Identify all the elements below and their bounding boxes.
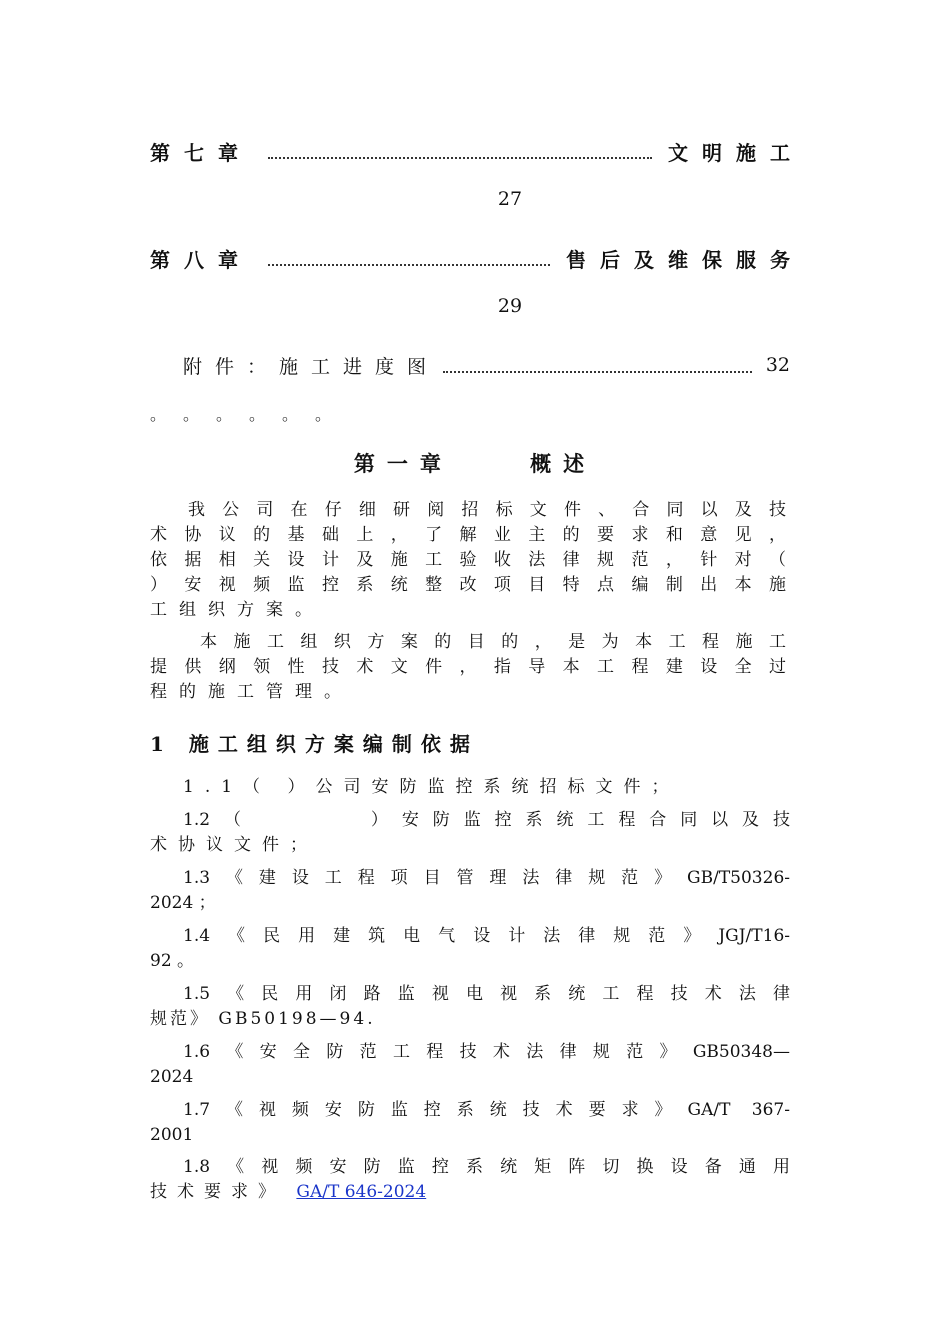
reference-line: 92 。: [150, 951, 195, 971]
reference-line: 2024 ；: [150, 893, 216, 913]
purpose-paragraph: [150, 630, 790, 705]
standard-link[interactable]: GA/T 646-2024: [296, 1182, 427, 1202]
reference-line: [150, 1180, 790, 1205]
toc-entry-attachment[interactable]: [183, 350, 790, 380]
toc-chapter-title: 售后及维保服务: [566, 247, 804, 272]
circle-mark: 。: [183, 405, 200, 424]
reference-item: [150, 982, 790, 1032]
reference-item: [150, 775, 790, 800]
reference-line: 规范》 GB50198—94.: [150, 1009, 376, 1029]
toc-page-number: 29: [497, 295, 523, 317]
circle-mark: 。: [315, 405, 332, 424]
reference-line: 1.6《安全防范工程技术法律规范》GB50348—: [183, 1042, 790, 1062]
section-heading: 1 施工组织方案编制依据: [150, 732, 479, 756]
toc-chapter-label: 第七章: [150, 140, 252, 165]
paragraph-line: 本施工组织方案的目的，是为本工程施工: [200, 632, 790, 652]
circle-mark: 。: [150, 405, 167, 424]
toc-leader-dots: [443, 357, 752, 373]
reference-item: [150, 1155, 790, 1205]
circle-mark: 。: [249, 405, 266, 424]
chapter-title: [0, 448, 950, 478]
paragraph-line: 术协议的基础上，了解业主的要求和意见，: [150, 525, 790, 545]
reference-line: 1.3《建设工程项目管理法律规范》GB/T50326-: [183, 868, 790, 888]
paragraph-line: 程的施工管理。: [150, 682, 353, 702]
paragraph-line: 工组织方案。: [150, 600, 324, 620]
toc-entry-chapter-7[interactable]: [150, 136, 804, 166]
reference-line: 1.7《视频安防监控系统技术要求》GA/T 367-: [183, 1100, 790, 1120]
chapter-title-text: 第一章 概述: [353, 451, 597, 476]
paragraph-line: 我公司在仔细研阅招标文件、合同以及技: [188, 500, 790, 520]
toc-attachment-label: 附件：施工进度图: [183, 355, 440, 378]
toc-chapter-label: 第八章: [150, 247, 252, 272]
paragraph-line: ）安视频监控系统整改项目特点编制出本施: [150, 575, 790, 595]
reference-item: [150, 1040, 790, 1090]
circle-mark: 。: [216, 405, 233, 424]
toc-leader-dots: [268, 143, 652, 159]
toc-entry-chapter-8[interactable]: [150, 243, 804, 273]
reference-line: 2024: [150, 1067, 194, 1087]
toc-leader-dots: [268, 250, 550, 266]
reference-item: [150, 1098, 790, 1148]
reference-item: [150, 924, 790, 974]
reference-line: 术协议文件；: [150, 835, 318, 855]
reference-line: 1.8《视频安防监控系统矩阵切换设备通用: [183, 1157, 790, 1177]
circle-marks: [150, 402, 348, 425]
toc-chapter-title: 文明施工: [668, 140, 804, 165]
reference-line: 1.2（ ）安防监控系统工程合同以及技: [183, 810, 790, 830]
paragraph-line: 提供纲领性技术文件，指导本工程建设全过: [150, 657, 790, 677]
reference-item: [150, 808, 790, 858]
toc-page-number: 27: [497, 188, 523, 210]
reference-line: 1.5《民用闭路监视电视系统工程技术法律: [183, 984, 790, 1004]
paragraph-line: 依据相关设计及施工验收法律规范，针对（: [150, 550, 790, 570]
reference-line: 2001: [150, 1125, 194, 1145]
circle-mark: 。: [282, 405, 299, 424]
reference-line-prefix: 技术要求》: [150, 1182, 285, 1202]
reference-item: [150, 866, 790, 916]
reference-line: 1.4《民用建筑电气设计法律规范》JGJ/T16-: [183, 926, 790, 946]
intro-paragraph: [150, 498, 790, 623]
toc-page-number: 32: [765, 354, 790, 376]
reference-line: 1.1（ ）公司安防监控系统招标文件；: [183, 777, 680, 797]
